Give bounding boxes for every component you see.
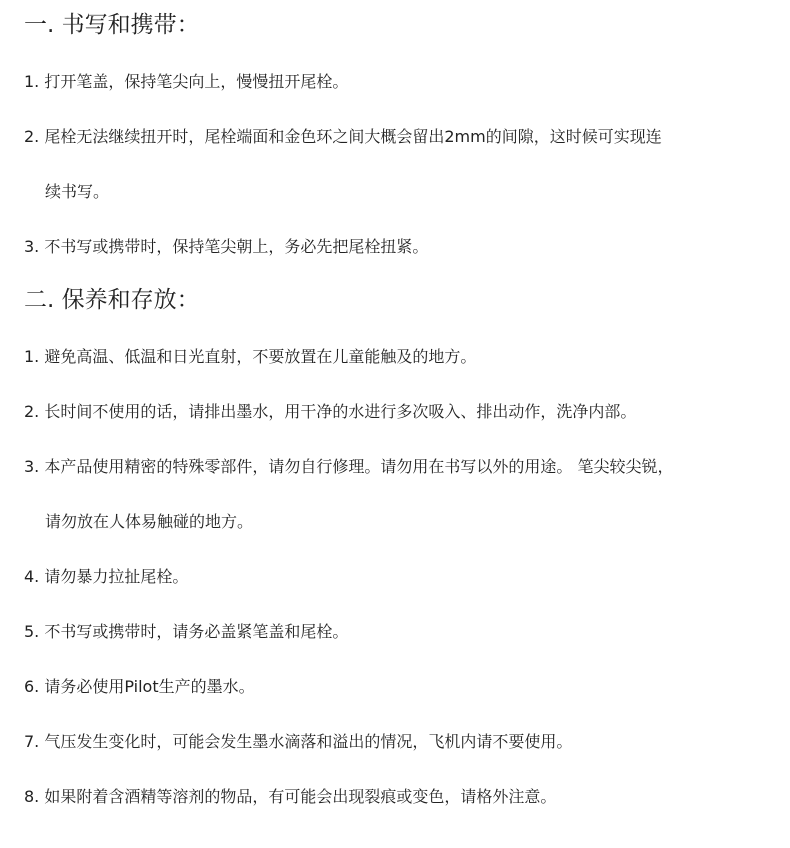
list-item: 1. 避免高温、低温和日光直射，不要放置在儿童能触及的地方。 bbox=[24, 347, 477, 366]
list-item-continuation: 续书写。 bbox=[45, 182, 110, 201]
list-item: 2. 尾栓无法继续扭开时，尾栓端面和金色环之间大概会留出2mm的间隙，这时候可实现连 bbox=[24, 127, 662, 146]
list-item: 8. 如果附着含酒精等溶剂的物品，有可能会出现裂痕或变色，请格外注意。 bbox=[24, 787, 557, 806]
list-item: 4. 请勿暴力拉扯尾栓。 bbox=[24, 567, 189, 586]
list-item: 7. 气压发生变化时，可能会发生墨水滴落和溢出的情况，飞机内请不要使用。 bbox=[24, 732, 573, 751]
list-item: 6. 请务必使用Pilot生产的墨水。 bbox=[24, 677, 255, 696]
section-heading-writing-carrying: 一. 书写和携带： bbox=[24, 12, 200, 38]
list-item-continuation: 请勿放在人体易触碰的地方。 bbox=[45, 512, 254, 531]
list-item: 2. 长时间不使用的话，请排出墨水，用干净的水进行多次吸入、排出动作，洗净内部。 bbox=[24, 402, 637, 421]
list-item: 3. 不书写或携带时，保持笔尖朝上，务必先把尾栓扭紧。 bbox=[24, 237, 429, 256]
list-item: 1. 打开笔盖，保持笔尖向上，慢慢扭开尾栓。 bbox=[24, 72, 349, 91]
list-item: 5. 不书写或携带时，请务必盖紧笔盖和尾栓。 bbox=[24, 622, 349, 641]
list-item: 3. 本产品使用精密的特殊零部件，请勿自行修理。请勿用在书写以外的用途。 笔尖较尖锐， bbox=[24, 457, 674, 476]
section-heading-care-storage: 二. 保养和存放： bbox=[24, 287, 200, 313]
